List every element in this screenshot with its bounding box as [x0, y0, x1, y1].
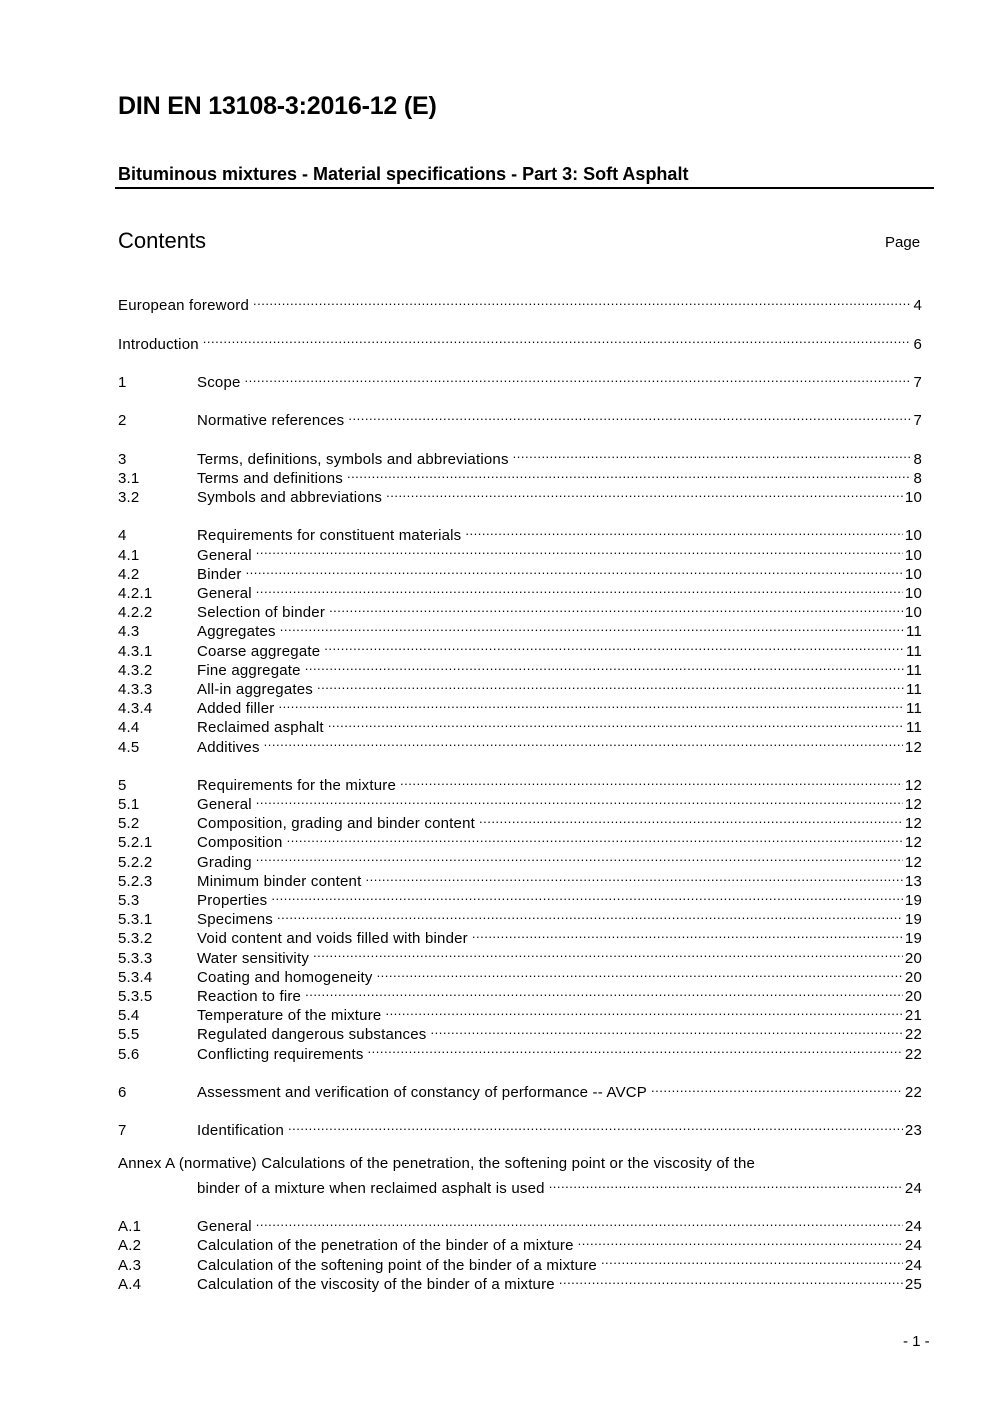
toc-number: 4.3.1 — [118, 642, 153, 660]
toc-leader-dots — [245, 368, 912, 387]
toc-title: Composition, grading and binder content — [197, 815, 475, 833]
toc-page: 10 — [904, 604, 922, 622]
toc-number: 3.1 — [118, 469, 140, 487]
toc-page: 22 — [904, 1083, 922, 1101]
toc-entry[interactable] — [118, 291, 922, 315]
toc-number: 5.3 — [118, 892, 140, 909]
toc-leader-dots — [368, 1039, 903, 1058]
toc-leader-dots — [549, 1174, 903, 1193]
toc-page: 11 — [906, 700, 922, 718]
toc-leader-dots — [386, 483, 903, 502]
toc-annex-title-line1: Annex A (normative) Calculations of the penetration, the softening point or the viscosity of the — [118, 1155, 756, 1173]
toc-title: Calculation of the viscosity of the binder of a mixture — [197, 1275, 555, 1293]
toc-leader-dots — [264, 732, 903, 751]
toc-entry[interactable] — [118, 406, 922, 430]
toc-page: 10 — [904, 527, 922, 545]
toc-page: 11 — [906, 680, 922, 698]
toc-number: A.4 — [118, 1275, 142, 1293]
toc-title: Normative references — [197, 412, 345, 430]
toc-page: 7 — [913, 412, 922, 430]
toc-number: 5 — [118, 776, 127, 794]
toc-page: 13 — [904, 872, 922, 890]
toc-leader-dots — [347, 464, 912, 483]
toc-entry[interactable] — [118, 445, 922, 468]
table-of-contents — [118, 291, 922, 1293]
toc-entry[interactable] — [118, 329, 922, 353]
toc-page: 6 — [913, 335, 922, 353]
toc-leader-dots — [305, 656, 904, 675]
contents-heading: Contents — [118, 228, 207, 253]
toc-page: 22 — [904, 1026, 922, 1044]
toc-title: General — [197, 546, 252, 564]
toc-title: Introduction — [118, 335, 199, 353]
toc-number: 5.3.2 — [118, 930, 153, 948]
toc-number: 2 — [118, 412, 127, 430]
toc-title: European foreword — [118, 297, 249, 315]
toc-leader-dots — [479, 809, 903, 828]
document-title: DIN EN 13108-3:2016-12 (E) — [118, 92, 437, 120]
toc-title: Grading — [197, 853, 252, 871]
toc-number: 5.6 — [118, 1045, 140, 1063]
toc-page: 22 — [904, 1045, 922, 1063]
toc-page: 10 — [904, 489, 922, 507]
toc-number: A.1 — [118, 1218, 142, 1236]
toc-leader-dots — [324, 636, 904, 655]
toc-title: Water sensitivity — [197, 949, 310, 967]
toc-leader-dots — [278, 694, 904, 713]
toc-title: Void content and voids filled with binder — [197, 930, 468, 948]
toc-leader-dots — [256, 1212, 903, 1231]
toc-title: Fine aggregate — [197, 661, 301, 679]
toc-annex-heading[interactable] — [118, 1154, 922, 1173]
toc-annex-continuation[interactable] — [118, 1174, 922, 1197]
toc-title: Reaction to fire — [197, 987, 302, 1005]
toc-page: 12 — [904, 738, 922, 756]
toc-page: 21 — [904, 1007, 922, 1025]
toc-page: 4 — [913, 297, 922, 315]
toc-page: 8 — [913, 469, 922, 487]
toc-page: 12 — [904, 815, 922, 833]
toc-leader-dots — [601, 1250, 903, 1269]
toc-entry[interactable] — [118, 771, 922, 794]
toc-number: 4.2.1 — [118, 585, 153, 602]
toc-number: 4.3.3 — [118, 680, 153, 698]
toc-page: 24 — [904, 1237, 922, 1255]
document-subtitle: Bituminous mixtures - Material specifications - Part 3: Soft Asphalt — [118, 164, 689, 184]
toc-title: Properties — [197, 892, 268, 909]
toc-page: 19 — [904, 911, 922, 929]
toc-number: 4.4 — [118, 719, 140, 737]
toc-leader-dots — [305, 982, 903, 1001]
toc-page: 10 — [904, 585, 922, 602]
toc-leader-dots — [472, 924, 903, 943]
toc-entry[interactable] — [118, 1078, 922, 1101]
page-number: - 1 - — [903, 1333, 930, 1350]
toc-title: Requirements for the mixture — [197, 776, 397, 794]
toc-leader-dots — [348, 406, 911, 425]
toc-page: 20 — [904, 949, 922, 967]
page-column-heading: Page — [885, 234, 921, 251]
toc-leader-dots — [277, 905, 903, 924]
toc-title: Specimens — [197, 911, 274, 929]
toc-leader-dots — [288, 1116, 903, 1135]
toc-leader-dots — [256, 579, 903, 598]
toc-title: All-in aggregates — [197, 680, 313, 698]
toc-leader-dots — [271, 886, 903, 905]
toc-page: 20 — [904, 987, 922, 1005]
toc-title: Terms and definitions — [197, 469, 343, 487]
toc-number: 4 — [118, 527, 127, 545]
toc-number: A.2 — [118, 1237, 142, 1255]
toc-title: Aggregates — [197, 623, 276, 641]
toc-page: 7 — [913, 373, 922, 391]
toc-title: Added filler — [197, 700, 275, 718]
toc-leader-dots — [256, 847, 903, 866]
toc-title: Requirements for constituent materials — [197, 527, 462, 545]
toc-title: Conflicting requirements — [197, 1045, 364, 1063]
toc-leader-dots — [256, 540, 903, 559]
toc-number: 7 — [118, 1122, 127, 1140]
toc-number: 5.3.1 — [118, 911, 153, 929]
toc-page: 24 — [904, 1218, 922, 1236]
toc-page: 8 — [913, 450, 922, 468]
toc-leader-dots — [431, 1020, 903, 1039]
toc-page: 12 — [904, 853, 922, 871]
toc-number: 4.2 — [118, 565, 140, 583]
toc-title: General — [197, 585, 252, 602]
toc-title: Identification — [197, 1122, 285, 1140]
toc-number: 3 — [118, 450, 127, 468]
toc-title: Reclaimed asphalt — [197, 719, 324, 737]
toc-number: 4.3 — [118, 623, 140, 641]
toc-page: 12 — [904, 796, 922, 814]
toc-title: Coarse aggregate — [197, 642, 321, 660]
toc-page: 23 — [904, 1122, 922, 1140]
toc-title: General — [197, 1218, 252, 1236]
toc-page: 25 — [904, 1275, 922, 1293]
toc-leader-dots — [328, 713, 904, 732]
toc-page: 12 — [904, 834, 922, 852]
toc-number: A.3 — [118, 1256, 142, 1274]
toc-leader-dots — [313, 943, 903, 962]
toc-page: 24 — [904, 1256, 922, 1274]
toc-page: 11 — [906, 623, 922, 641]
toc-number: 5.2.2 — [118, 853, 153, 871]
toc-annex-title-line2: binder of a mixture when reclaimed asphalt is used — [197, 1179, 545, 1197]
toc-number: 4.2.2 — [118, 604, 153, 622]
toc-number: 5.3.4 — [118, 968, 153, 986]
toc-title: Calculation of the penetration of the binder of a mixture — [197, 1237, 574, 1255]
toc-leader-dots — [246, 560, 903, 579]
toc-number: 4.3.4 — [118, 700, 153, 718]
toc-leader-dots — [578, 1231, 903, 1250]
toc-title: Temperature of the mixture — [197, 1007, 382, 1025]
toc-page: 10 — [904, 546, 922, 564]
toc-page: 10 — [904, 565, 922, 583]
toc-entry[interactable] — [118, 521, 922, 545]
toc-number: 5.4 — [118, 1007, 140, 1025]
toc-title: Binder — [197, 565, 242, 583]
toc-page: 12 — [904, 776, 922, 794]
toc-page: 19 — [904, 930, 922, 948]
toc-leader-dots — [253, 291, 911, 310]
toc-entry[interactable] — [118, 1212, 922, 1236]
toc-number: 5.1 — [118, 796, 140, 814]
toc-number: 4.5 — [118, 738, 140, 756]
toc-number: 5.2 — [118, 815, 140, 833]
toc-leader-dots — [400, 771, 903, 790]
subtitle-rule — [115, 187, 934, 189]
toc-leader-dots — [377, 963, 903, 982]
toc-title: Symbols and abbreviations — [197, 489, 383, 507]
toc-leader-dots — [385, 1001, 902, 1020]
toc-title: Assessment and verification of constancy of performance -- AVCP — [197, 1083, 648, 1101]
toc-page: 11 — [906, 719, 922, 737]
toc-number: 3.2 — [118, 489, 140, 507]
toc-number: 5.2.3 — [118, 872, 153, 890]
toc-number: 4.1 — [118, 546, 140, 564]
toc-leader-dots — [256, 790, 903, 809]
toc-number: 5.5 — [118, 1026, 140, 1044]
toc-title: Selection of binder — [197, 604, 326, 622]
toc-leader-dots — [287, 828, 903, 847]
toc-page: 19 — [904, 892, 922, 909]
toc-leader-dots — [365, 867, 902, 886]
toc-leader-dots — [513, 445, 912, 464]
toc-number: 5.2.1 — [118, 834, 153, 852]
toc-title: Additives — [197, 738, 260, 756]
toc-number: 5.3.3 — [118, 949, 153, 967]
toc-title: Regulated dangerous substances — [197, 1026, 427, 1044]
toc-title: Minimum binder content — [197, 872, 362, 890]
toc-entry[interactable] — [118, 368, 922, 391]
toc-entry[interactable] — [118, 1116, 922, 1140]
toc-leader-dots — [559, 1270, 903, 1289]
toc-number: 4.3.2 — [118, 661, 153, 679]
toc-leader-dots — [203, 329, 912, 348]
toc-page: 11 — [906, 642, 922, 660]
toc-leader-dots — [651, 1078, 903, 1097]
toc-title: Calculation of the softening point of the binder of a mixture — [197, 1256, 597, 1274]
toc-leader-dots — [317, 675, 904, 694]
toc-number: 5.3.5 — [118, 987, 153, 1005]
toc-page: 11 — [906, 661, 922, 679]
toc-leader-dots — [280, 617, 904, 636]
toc-title: Composition — [197, 834, 283, 852]
toc-page: 24 — [904, 1179, 922, 1197]
toc-page: 20 — [904, 968, 922, 986]
toc-number: 6 — [118, 1083, 127, 1101]
toc-title: General — [197, 796, 252, 814]
toc-title: Scope — [197, 373, 241, 391]
toc-number: 1 — [118, 373, 127, 391]
toc-leader-dots — [465, 521, 903, 540]
toc-leader-dots — [329, 598, 903, 617]
toc-title: Terms, definitions, symbols and abbreviations — [197, 450, 509, 468]
toc-title: Coating and homogeneity — [197, 968, 373, 986]
